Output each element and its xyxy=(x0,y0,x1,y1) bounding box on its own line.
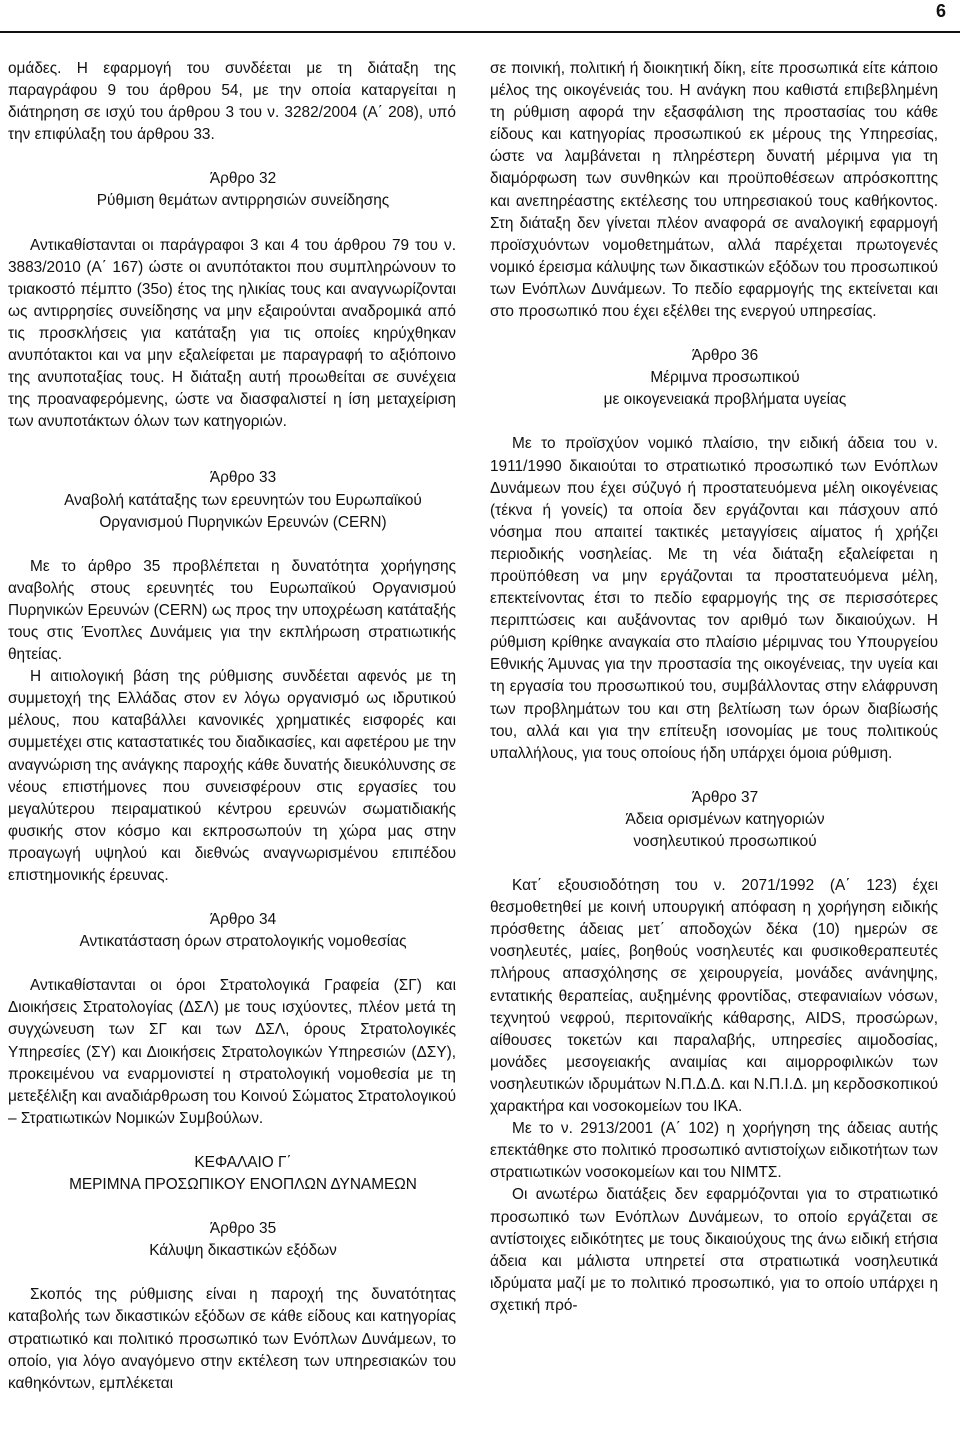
article-37-title: Άρθρο 37 xyxy=(691,788,759,806)
article-36-subtitle-line-1: Μέριμνα προσωπικού xyxy=(650,369,800,387)
article-33-text-1: Με το άρθρο 35 προβλέπεται η δυνατότητα χορήγησης αναβολής στους ερευνητές του Ευρωπαϊκού Οργανισμού Πυρηνικών Ερευνών (CERN) ως προς την υποχρέωση κατάταξής τους στις Ένοπλες Δυνάμεις για την εκπλήρωση στρατιωτικής θητείας. xyxy=(8,557,456,664)
article-34-subtitle: Αντικατάσταση όρων στρατολογικής νομοθεσίας xyxy=(79,933,407,951)
article-33-subtitle-line-1: Αναβολή κατάταξης των ερευνητών του Ευρωπαϊκού xyxy=(64,491,422,509)
article-32-subtitle: Ρύθμιση θεμάτων αντιρρησιών συνείδησης xyxy=(96,192,390,210)
paragraph-continued: σε ποινική, πολιτική ή διοικητική δίκη, είτε προσωπικά είτε κάποιο μέλος της οικογένειάς του. Η ανάγκη που καθιστά επιβεβλημένη τη ρύθμιση αφορά την εξασφάλιση της προστασίας του κάθε είδους και κατηγορίας προσωπικού εκ μέρους της Υπηρεσίας, ώστε να λαμβάνεται η πληρέστερη δυνατή μέριμνα για τη διαμόρφωση των συνθηκών και προϋποθέσεων απρόσκοπτης και ανεπηρέαστης εκτέλεσης του υπηρεσιακού τους καθήκοντος. Στη διάταξη δεν γίνεται πλέον αναφορά σε αναλογική εφαρμογή προϊσχυόντων νομοθετημάτων, αλλά παρέχεται πρωτογενές νομικό έρεισμα κάλυψης των δικαστικών εξόδων του προσωπικού των Ενόπλων Δυνάμεων. Το πεδίο εφαρμογής της εκτείνεται και στο προσωπικό που έχει εξέλθει της ενεργού υπηρεσίας. xyxy=(490,60,938,321)
left-column xyxy=(8,58,456,1395)
article-33-title: Άρθρο 33 xyxy=(209,469,277,487)
article-37-text-1: Κατ΄ εξουσιοδότηση του ν. 2071/1992 (Α΄ 123) έχει θεσμοθετηθεί με κοινή υπουργική απόφαση η χορήγηση ειδικής πρόσθετης άδειας μετ΄ αποδοχών δέκα (10) ημερών σε νοσηλευτές, μαίες, βοηθούς νοσηλευτές και φυσικοθεραπευτές πλήρους απασχόλησης σε χειρουργεία, μονάδες ανάνηψης, εντατικής θεραπείας, αυξημένης φροντίδας, στεφανιαίων νόσων, τεχνητού νεφρού, περιτοναϊκής κάθαρσης, AIDS, προσώρων, αίθουσες τοκετών και παραλαβής, υπηρεσίες αιμοδοσίας, μονάδες μεσογειακής αναιμίας και αιμορροφιλικών των νοσηλευτικών ιδρυμάτων Ν.Π.Δ.Δ. και Ν.Π.Ι.Δ. μη κερδοσκοπικού χαρακτήρα και νοσοκομείων του ΙΚΑ. xyxy=(490,877,938,1116)
article-37-subtitle-line-1: Άδεια ορισμένων κατηγοριών xyxy=(625,810,825,828)
article-32-text: Αντικαθίστανται οι παράγραφοι 3 και 4 του άρθρου 79 του ν. 3883/2010 (Α΄ 167) ώστε οι ανυπότακτοι που συμπληρώνουν το τριακοστό πέμπτο (35ο) έτος της ηλικίας τους και αναγνωρίζονται ως αντιρρησίες συνείδησης να μην εξαιρούνται αναδρομικά από τις προσκλήσεις για κατάταξη για τις οποίες κηρύχθηκαν ανυπότακτοι και να μην εξαλείφεται με παραγραφή το αξιόποινο της ανυποταξίας τους. Η διάταξη αυτή προωθείται σε συνέχεια της προαναφερόμενης, ώστε να διασφαλιστεί η ίση μεταχείριση των ανυποτάκτων όλων των κατηγοριών. xyxy=(8,236,456,431)
article-36-subtitle-line-2: με οικογενειακά προβλήματα υγείας xyxy=(603,391,847,409)
article-36-text: Με το προϊσχύον νομικό πλαίσιο, την ειδική άδεια του ν. 1911/1990 δικαιούται το στρατιωτικό προσωπικό των Ενόπλων Δυνάμεων που έχει σύζυγό ή προστατευόμενα μέλη οικογένειας (τέκνα ή γονείς) τα οποία δεν εργάζονται και πάσχουν από νόσημα που απαιτεί τακτικές μεταγγίσεις αίματος ή χρήζει περιοδικής νοσηλείας. Με τη νέα διάταξη εξαλείφεται η προϋπόθεση να μην εργάζονται τα προστατευόμενα μέλη, επεκτείνοντας έτσι το πεδίο εφαρμογής της σε περισσότερες περιπτώσεις και αυξάνοντας τον αριθμό των δικαιούχων. Η ρύθμιση κρίθηκε αναγκαία στο πλαίσιο μέριμνας του Υπουργείου Εθνικής Άμυνας για την προστασία της οικογένειας, την υγεία και τη εργασία του προσωπικού του, συμβάλλοντας στην ελάφρυνση των προβλημάτων του και στη βελτίωση των όρων διαβίωσής του, αλλά και για την επίτευξη ισονομίας με τους πολιτικούς υπαλλήλους, για τους οποίους ήδη υπάρχει όμοια ρύθμιση. xyxy=(490,435,938,762)
page-number: 6 xyxy=(935,1,946,21)
article-37-text-3: Οι ανωτέρω διατάξεις δεν εφαρμόζονται για το στρατιωτικό προσωπικό των Ενόπλων Δυνάμεων, το οποίο εργάζεται σε αντίστοιχες ειδικότητες με τους δικαιούχους της άνω ειδική ετήσια άδεια και μάλιστα υπηρετεί στα στρατιωτικά νοσηλευτικά ιδρύματα μαζί με το πολιτικό προσωπικό, για το οποίο υπάρχει η σχετική πρό- xyxy=(490,1186,938,1314)
article-36-title: Άρθρο 36 xyxy=(691,347,759,365)
article-37-subtitle-line-2: νοσηλευτικού προσωπικού xyxy=(633,833,817,850)
article-35-title: Άρθρο 35 xyxy=(209,1220,277,1238)
article-33-text-2: Η αιτιολογική βάση της ρύθμισης συνδέεται αφενός με τη συμμετοχή της Ελλάδας στον εν λόγω οργανισμό ως ιδρυτικού μέλους, που καταβάλλει κανονικές χρηματικές εισφορές και συμμετέχει στις καταστατικές του διαδικασίες, και αφετέρου με την αναγνώριση της ανάγκης παροχής κάθε δυνατής διευκόλυνσης σε νέους επιστήμονες που συνεισφέρουν στις εργασίες του μεγαλύτερου πειραματικού κέντρου ερευνών σωματιδιακής φυσικής στον κόσμο και εκπροσωπούν τη χώρα μας στην προαγωγή υψηλού και διεθνώς αναγνωρισμένου επιπέδου επιστημονικής έρευνας. xyxy=(8,668,457,884)
article-34-text: Αντικαθίστανται οι όροι Στρατολογικά Γραφεία (ΣΓ) και Διοικήσεις Στρατολογίας (ΔΣΛ) με τους ισχύοντες, πλέον μετά τη συγχώνευση των ΣΓ και των ΔΣΛ, όρους Στρατολογικές Υπηρεσίες (ΣΥ) και Διοικήσεις Στρατολογικών Υπηρεσιών (ΔΣΥ), προκειμένου να εναρμονιστεί η στρατολογική νομοθεσία με τη μετεξέλιξη και αναδιάρθρωση του Κοινού Σώματος Στρατολογικού – Στρατιωτικών Νομικών Συμβούλων. xyxy=(8,977,456,1127)
chapter-subtitle: ΜΕΡΙΜΝΑ ΠΡΟΣΩΠΙΚΟΥ ΕΝΟΠΛΩΝ ΔΥΝΑΜΕΩΝ xyxy=(69,1176,417,1194)
article-32-title: Άρθρο 32 xyxy=(209,170,277,188)
article-37-text-2: Με το ν. 2913/2001 (Α΄ 102) η χορήγηση της άδειας αυτής επεκτάθηκε στο πολιτικό προσωπικό αντιστοίχων ειδικοτήτων των στρατιωτικών νοσοκομείων και του ΝΙΜΤΣ. xyxy=(490,1120,938,1182)
article-35-subtitle: Κάλυψη δικαστικών εξόδων xyxy=(149,1242,337,1260)
right-column xyxy=(490,58,938,1317)
article-34-title: Άρθρο 34 xyxy=(209,911,277,929)
header-rule xyxy=(0,31,960,33)
article-35-text: Σκοπός της ρύθμισης είναι η παροχή της δυνατότητας καταβολής των δικαστικών εξόδων σε κάθε είδους και κατηγορίας στρατιωτικό και πολιτικό προσωπικό των Ενόπλων Δυνάμεων, το οποίο, για λόγο αναγόμενο στην εκτέλεση των υπηρεσιακών του καθηκόντων, εμπλέκεται xyxy=(8,1286,456,1392)
article-33-subtitle-line-2: Οργανισμού Πυρηνικών Ερευνών (CERN) xyxy=(99,513,387,531)
chapter-title: ΚΕΦΑΛΑΙΟ Γ΄ xyxy=(194,1153,292,1171)
paragraph-continued: ομάδες. Η εφαρμογή του συνδέεται με τη διάταξη της παραγράφου 9 του άρθρου 54, με την οποία καταργείται η διάτηρηση σε ισχύ του άρθρου 3 του ν. 3282/2004 (Α΄ 208), υπό την επιφύλαξη του άρθρου 33. xyxy=(8,60,456,144)
